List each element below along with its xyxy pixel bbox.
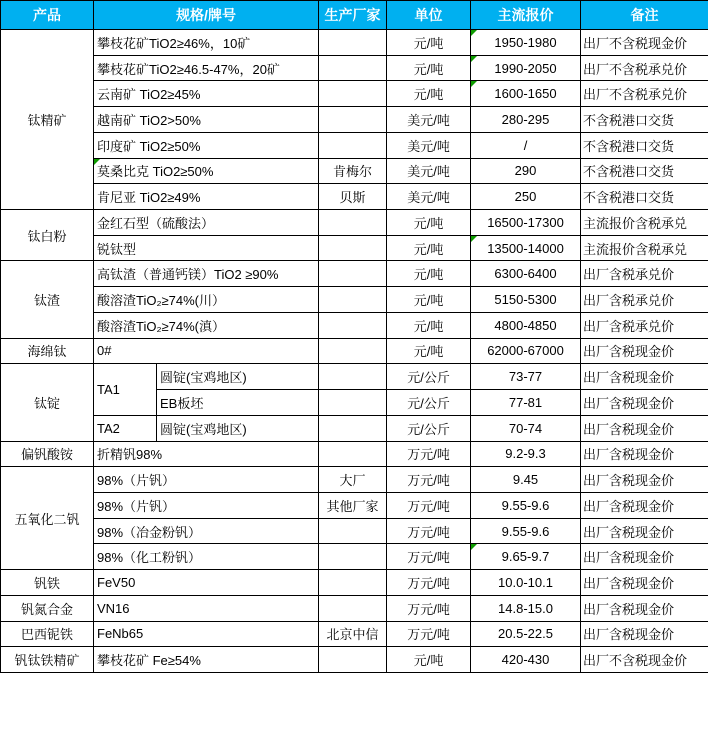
table-row xyxy=(1,81,708,107)
header-product: 产品 xyxy=(1,1,94,30)
unit-cell: 元/吨 xyxy=(387,261,471,287)
remark-cell: 出厂含税现金价 xyxy=(581,364,708,390)
remark-cell: 出厂含税现金价 xyxy=(581,518,708,544)
unit-cell: 美元/吨 xyxy=(387,184,471,210)
maker-cell: 其他厂家 xyxy=(319,492,387,518)
table-row xyxy=(1,338,708,364)
green-triangle-icon xyxy=(471,236,477,242)
remark-cell: 出厂不含税承兑价 xyxy=(581,55,708,81)
table-row xyxy=(1,518,708,544)
spec-cell: 越南矿 TiO2>50% xyxy=(94,107,319,133)
maker-cell xyxy=(319,544,387,570)
maker-cell xyxy=(319,210,387,236)
remark-cell: 出厂含税现金价 xyxy=(581,621,708,647)
price-cell: / xyxy=(471,132,581,158)
unit-cell: 元/吨 xyxy=(387,81,471,107)
remark-cell: 主流报价含税承兑 xyxy=(581,235,708,261)
remark-cell: 出厂含税现金价 xyxy=(581,570,708,596)
maker-cell xyxy=(319,441,387,467)
spec-cell: 金红石型（硫酸法） xyxy=(94,210,319,236)
price-cell: 73-77 xyxy=(471,364,581,390)
spec-cell: 酸溶渣TiO₂≥74%(滇） xyxy=(94,312,319,338)
product-cell: 钒氮合金 xyxy=(1,595,94,621)
price-cell: 250 xyxy=(471,184,581,210)
remark-cell: 出厂含税现金价 xyxy=(581,390,708,416)
table-row xyxy=(1,595,708,621)
price-value: 1950-1980 xyxy=(494,34,557,50)
product-cell: 钛精矿 xyxy=(1,30,94,210)
price-cell: 9.55-9.6 xyxy=(471,518,581,544)
header-remark: 备注 xyxy=(581,1,708,30)
price-value: 1990-2050 xyxy=(494,60,557,76)
unit-cell: 万元/吨 xyxy=(387,441,471,467)
price-value: 1600-1650 xyxy=(494,86,557,102)
header-unit: 单位 xyxy=(387,1,471,30)
price-cell: 9.55-9.6 xyxy=(471,492,581,518)
product-cell: 钒钛铁精矿 xyxy=(1,647,94,673)
spec-cell: 攀枝花矿 Fe≥54% xyxy=(94,647,319,673)
spec-cell: 98%（片钒） xyxy=(94,467,319,493)
header-maker: 生产厂家 xyxy=(319,1,387,30)
unit-cell: 元/吨 xyxy=(387,647,471,673)
maker-cell: 大厂 xyxy=(319,467,387,493)
product-cell: 钛渣 xyxy=(1,261,94,338)
spec-cell: VN16 xyxy=(94,595,319,621)
remark-cell: 出厂含税现金价 xyxy=(581,467,708,493)
spec-cell: 锐钛型 xyxy=(94,235,319,261)
remark-cell: 不含税港口交货 xyxy=(581,132,708,158)
price-cell: 4800-4850 xyxy=(471,312,581,338)
table-row xyxy=(1,210,708,236)
remark-cell: 出厂含税现金价 xyxy=(581,441,708,467)
maker-cell: 北京中信 xyxy=(319,621,387,647)
remark-cell: 出厂含税承兑价 xyxy=(581,287,708,313)
header-spec: 规格/牌号 xyxy=(94,1,319,30)
unit-cell: 元/吨 xyxy=(387,312,471,338)
green-triangle-icon xyxy=(471,56,477,62)
maker-cell xyxy=(319,30,387,56)
maker-cell xyxy=(319,261,387,287)
maker-cell xyxy=(319,518,387,544)
price-cell: 280-295 xyxy=(471,107,581,133)
table-row xyxy=(1,132,708,158)
table-row xyxy=(1,647,708,673)
price-cell: 77-81 xyxy=(471,390,581,416)
spec-cell: 酸溶渣TiO₂≥74%(川） xyxy=(94,287,319,313)
remark-cell: 出厂含税承兑价 xyxy=(581,312,708,338)
maker-cell xyxy=(319,364,387,390)
price-cell: 9.2-9.3 xyxy=(471,441,581,467)
unit-cell: 元/吨 xyxy=(387,210,471,236)
unit-cell: 美元/吨 xyxy=(387,158,471,184)
unit-cell: 元/公斤 xyxy=(387,390,471,416)
unit-cell: 元/公斤 xyxy=(387,415,471,441)
unit-cell: 万元/吨 xyxy=(387,492,471,518)
table-row xyxy=(1,158,708,184)
green-triangle-icon xyxy=(471,544,477,550)
price-value: 9.65-9.7 xyxy=(501,549,550,565)
table-row xyxy=(1,621,708,647)
price-cell: 14.8-15.0 xyxy=(471,595,581,621)
spec-cell: 圆锭(宝鸡地区) xyxy=(157,364,319,390)
product-cell: 钒铁 xyxy=(1,570,94,596)
product-cell: 巴西铌铁 xyxy=(1,621,94,647)
price-cell: 9.45 xyxy=(471,467,581,493)
spec-cell: EB板坯 xyxy=(157,390,319,416)
table-row xyxy=(1,467,708,493)
green-triangle-icon xyxy=(471,81,477,87)
table-row xyxy=(1,287,708,313)
maker-cell xyxy=(319,55,387,81)
table-row xyxy=(1,261,708,287)
unit-cell: 万元/吨 xyxy=(387,544,471,570)
table-row xyxy=(1,312,708,338)
table-row xyxy=(1,544,708,570)
unit-cell: 美元/吨 xyxy=(387,132,471,158)
unit-cell: 万元/吨 xyxy=(387,518,471,544)
spec-cell: 高钛渣（普通钙镁）TiO2 ≥90% xyxy=(94,261,319,287)
table-row xyxy=(1,364,708,390)
table-row xyxy=(1,107,708,133)
unit-cell: 万元/吨 xyxy=(387,467,471,493)
table-row xyxy=(1,570,708,596)
table-row xyxy=(1,492,708,518)
table-row xyxy=(1,441,708,467)
spec-cell: 折精钒98% xyxy=(94,441,319,467)
spec-cell: 0# xyxy=(94,338,319,364)
spec-cell: 印度矿 TiO2≥50% xyxy=(94,132,319,158)
price-cell xyxy=(471,55,581,81)
table-row xyxy=(1,30,708,56)
unit-cell: 元/吨 xyxy=(387,338,471,364)
table-row xyxy=(1,235,708,261)
spec-cell: 98%（冶金粉钒） xyxy=(94,518,319,544)
spec-cell: 肯尼亚 TiO2≥49% xyxy=(94,184,319,210)
maker-cell xyxy=(319,312,387,338)
maker-cell xyxy=(319,107,387,133)
spec-cell: FeV50 xyxy=(94,570,319,596)
price-cell: 70-74 xyxy=(471,415,581,441)
maker-cell xyxy=(319,415,387,441)
price-cell: 62000-67000 xyxy=(471,338,581,364)
header-row xyxy=(1,1,708,30)
product-cell: 海绵钛 xyxy=(1,338,94,364)
maker-cell: 贝斯 xyxy=(319,184,387,210)
remark-cell: 出厂含税现金价 xyxy=(581,595,708,621)
unit-cell: 元/吨 xyxy=(387,30,471,56)
table-row xyxy=(1,415,708,441)
price-cell: 5150-5300 xyxy=(471,287,581,313)
price-cell: 290 xyxy=(471,158,581,184)
unit-cell: 元/吨 xyxy=(387,287,471,313)
product-cell: 钛锭 xyxy=(1,364,94,441)
remark-cell: 不含税港口交货 xyxy=(581,107,708,133)
unit-cell: 元/公斤 xyxy=(387,364,471,390)
green-triangle-icon xyxy=(94,159,100,165)
remark-cell: 出厂不含税现金价 xyxy=(581,30,708,56)
spec-cell: 云南矿 TiO2≥45% xyxy=(94,81,319,107)
maker-cell xyxy=(319,390,387,416)
unit-cell: 美元/吨 xyxy=(387,107,471,133)
maker-cell xyxy=(319,235,387,261)
maker-cell xyxy=(319,287,387,313)
spec-cell: 98%（化工粉钒） xyxy=(94,544,319,570)
spec-value: 莫桑比克 TiO2≥50% xyxy=(97,164,214,180)
grade-cell: TA1 xyxy=(94,364,157,415)
remark-cell: 出厂含税现金价 xyxy=(581,338,708,364)
spec-cell: 攀枝花矿TiO2≥46.5-47%，20矿 xyxy=(94,55,319,81)
price-cell xyxy=(471,30,581,56)
unit-cell: 万元/吨 xyxy=(387,595,471,621)
unit-cell: 万元/吨 xyxy=(387,621,471,647)
maker-cell xyxy=(319,338,387,364)
unit-cell: 元/吨 xyxy=(387,55,471,81)
maker-cell xyxy=(319,81,387,107)
price-cell: 16500-17300 xyxy=(471,210,581,236)
remark-cell: 主流报价含税承兑 xyxy=(581,210,708,236)
remark-cell: 出厂不含税承兑价 xyxy=(581,81,708,107)
price-cell xyxy=(471,81,581,107)
maker-cell: 肯梅尔 xyxy=(319,158,387,184)
product-cell: 五氧化二钒 xyxy=(1,467,94,570)
unit-cell: 元/吨 xyxy=(387,235,471,261)
price-value: 13500-14000 xyxy=(487,240,564,256)
remark-cell: 出厂含税现金价 xyxy=(581,492,708,518)
grade-cell: TA2 xyxy=(94,415,157,441)
spec-cell xyxy=(94,158,319,184)
spec-cell: FeNb65 xyxy=(94,621,319,647)
spec-cell: 攀枝花矿TiO2≥46%，10矿 xyxy=(94,30,319,56)
price-cell: 420-430 xyxy=(471,647,581,673)
maker-cell xyxy=(319,647,387,673)
price-cell: 10.0-10.1 xyxy=(471,570,581,596)
maker-cell xyxy=(319,595,387,621)
maker-cell xyxy=(319,132,387,158)
price-cell: 20.5-22.5 xyxy=(471,621,581,647)
table-row xyxy=(1,55,708,81)
remark-cell: 出厂不含税现金价 xyxy=(581,647,708,673)
spec-cell: 圆锭(宝鸡地区) xyxy=(157,415,319,441)
remark-cell: 出厂含税现金价 xyxy=(581,544,708,570)
spec-cell: 98%（片钒） xyxy=(94,492,319,518)
product-cell: 钛白粉 xyxy=(1,210,94,261)
maker-cell xyxy=(319,570,387,596)
price-cell: 6300-6400 xyxy=(471,261,581,287)
remark-cell: 出厂含税承兑价 xyxy=(581,261,708,287)
price-cell xyxy=(471,235,581,261)
price-cell xyxy=(471,544,581,570)
remark-cell: 不含税港口交货 xyxy=(581,184,708,210)
product-cell: 偏钒酸铵 xyxy=(1,441,94,467)
green-triangle-icon xyxy=(471,30,477,36)
remark-cell: 不含税港口交货 xyxy=(581,158,708,184)
unit-cell: 万元/吨 xyxy=(387,570,471,596)
header-price: 主流报价 xyxy=(471,1,581,30)
remark-cell: 出厂含税现金价 xyxy=(581,415,708,441)
table-row xyxy=(1,184,708,210)
